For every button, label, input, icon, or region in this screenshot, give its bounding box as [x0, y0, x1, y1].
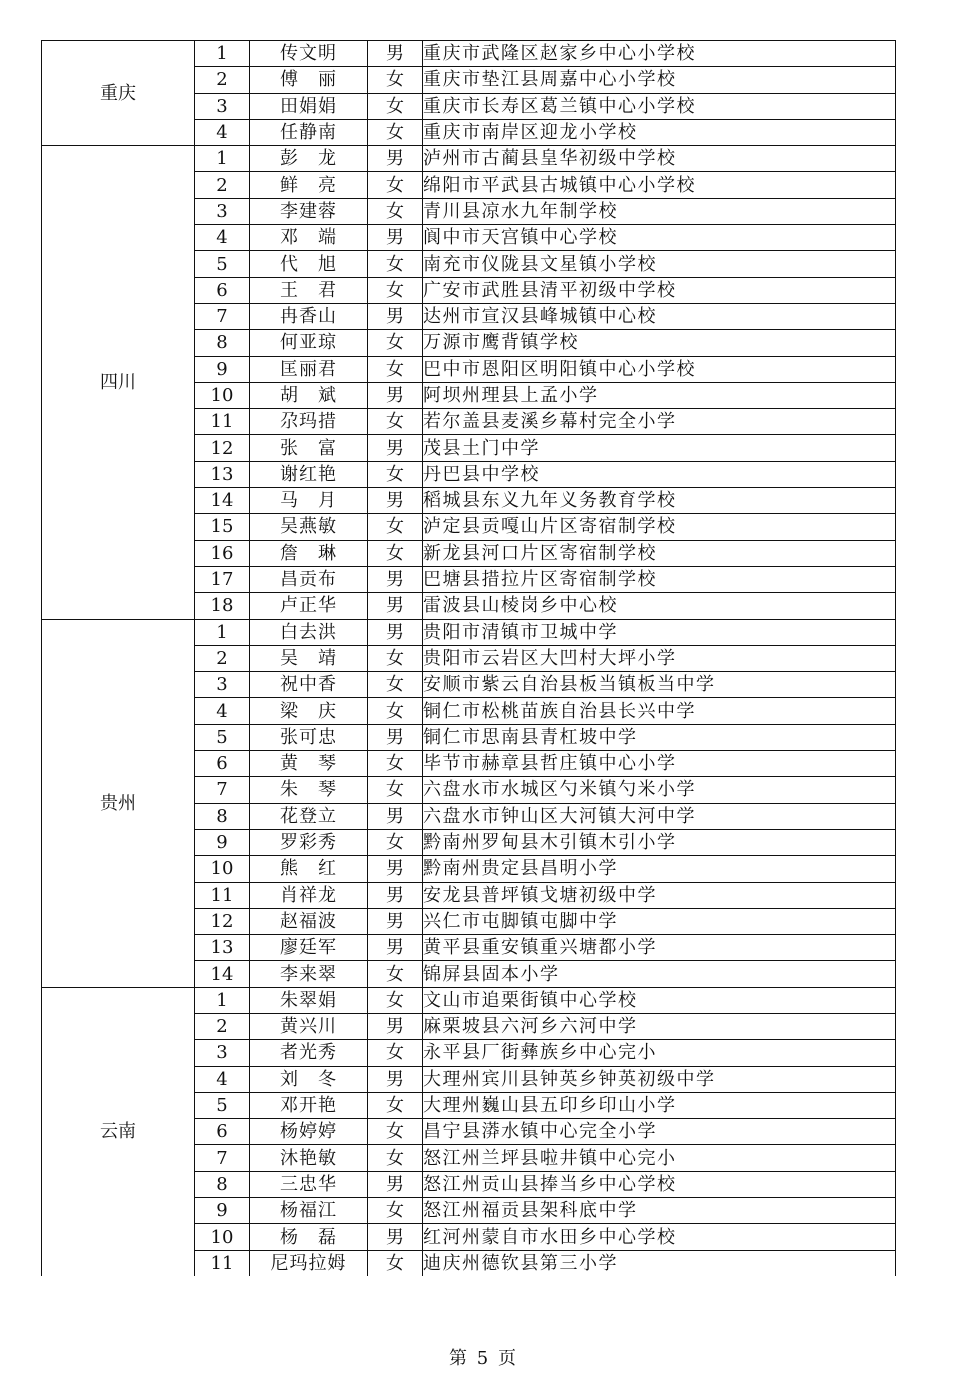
table-row: [42, 41, 896, 67]
school-cell: 安龙县普坪镇戈塘初级中学: [423, 882, 896, 908]
gender-cell: 女: [368, 251, 423, 277]
gender-cell: 男: [368, 435, 423, 461]
name-cell: 张可忠: [250, 724, 368, 750]
gender-cell: 男: [368, 1066, 423, 1092]
row-number-cell: 2: [195, 645, 250, 671]
gender-cell: 女: [368, 777, 423, 803]
row-number-cell: 5: [195, 1092, 250, 1118]
gender-cell: 男: [368, 1013, 423, 1039]
row-number-cell: 14: [195, 488, 250, 514]
name-cell: 谢红艳: [250, 461, 368, 487]
gender-cell: 男: [368, 935, 423, 961]
teacher-roster-table: [41, 40, 896, 1276]
school-cell: 锦屏县固本小学: [423, 961, 896, 987]
row-number-cell: 2: [195, 172, 250, 198]
gender-cell: 男: [368, 303, 423, 329]
school-cell: 永平县厂街彝族乡中心完小: [423, 1040, 896, 1066]
school-cell: 贵阳市清镇市卫城中学: [423, 619, 896, 645]
name-cell: 张 富: [250, 435, 368, 461]
row-number-cell: 4: [195, 1066, 250, 1092]
name-cell: 马 月: [250, 488, 368, 514]
row-number-cell: 4: [195, 119, 250, 145]
gender-cell: 女: [368, 751, 423, 777]
row-number-cell: 3: [195, 93, 250, 119]
gender-cell: 女: [368, 961, 423, 987]
row-number-cell: 10: [195, 382, 250, 408]
row-number-cell: 6: [195, 277, 250, 303]
school-cell: 黔南州贵定县昌明小学: [423, 856, 896, 882]
row-number-cell: 1: [195, 619, 250, 645]
gender-cell: 男: [368, 1224, 423, 1250]
school-cell: 重庆市南岸区迎龙小学校: [423, 119, 896, 145]
name-cell: 何亚琼: [250, 330, 368, 356]
table-row: [42, 619, 896, 645]
gender-cell: 男: [368, 908, 423, 934]
row-number-cell: 9: [195, 829, 250, 855]
school-cell: 若尔盖县麦溪乡幕村完全小学: [423, 409, 896, 435]
name-cell: 昌贡布: [250, 566, 368, 592]
gender-cell: 男: [368, 724, 423, 750]
school-cell: 新龙县河口片区寄宿制学校: [423, 540, 896, 566]
name-cell: 杨 磊: [250, 1224, 368, 1250]
row-number-cell: 15: [195, 514, 250, 540]
row-number-cell: 5: [195, 724, 250, 750]
gender-cell: 男: [368, 803, 423, 829]
gender-cell: 女: [368, 198, 423, 224]
school-cell: 万源市鹰背镇学校: [423, 330, 896, 356]
row-number-cell: 1: [195, 146, 250, 172]
school-cell: 黔南州罗甸县木引镇木引小学: [423, 829, 896, 855]
gender-cell: 男: [368, 593, 423, 619]
name-cell: 梁 庆: [250, 698, 368, 724]
gender-cell: 女: [368, 1040, 423, 1066]
row-number-cell: 2: [195, 1013, 250, 1039]
school-cell: 泸州市古蔺县皇华初级中学校: [423, 146, 896, 172]
name-cell: 传文明: [250, 41, 368, 67]
gender-cell: 女: [368, 1092, 423, 1118]
school-cell: 青川县凉水九年制学校: [423, 198, 896, 224]
school-cell: 稻城县东义九年义务教育学校: [423, 488, 896, 514]
school-cell: 巴塘县措拉片区寄宿制学校: [423, 566, 896, 592]
name-cell: 朱翠娟: [250, 987, 368, 1013]
gender-cell: 女: [368, 330, 423, 356]
row-number-cell: 12: [195, 435, 250, 461]
name-cell: 邓 端: [250, 225, 368, 251]
gender-cell: 女: [368, 829, 423, 855]
gender-cell: 女: [368, 1145, 423, 1171]
school-cell: 铜仁市思南县青杠坡中学: [423, 724, 896, 750]
gender-cell: 女: [368, 987, 423, 1013]
name-cell: 黄 琴: [250, 751, 368, 777]
gender-cell: 女: [368, 645, 423, 671]
school-cell: 怒江州福贡县架科底中学: [423, 1198, 896, 1224]
name-cell: 肖祥龙: [250, 882, 368, 908]
gender-cell: 女: [368, 93, 423, 119]
school-cell: 文山市追栗街镇中心学校: [423, 987, 896, 1013]
row-number-cell: 5: [195, 251, 250, 277]
row-number-cell: 1: [195, 987, 250, 1013]
gender-cell: 女: [368, 409, 423, 435]
name-cell: 邓开艳: [250, 1092, 368, 1118]
row-number-cell: 7: [195, 303, 250, 329]
gender-cell: 女: [368, 540, 423, 566]
gender-cell: 女: [368, 172, 423, 198]
school-cell: 重庆市长寿区葛兰镇中心小学校: [423, 93, 896, 119]
school-cell: 茂县土门中学: [423, 435, 896, 461]
school-cell: 迪庆州德钦县第三小学: [423, 1250, 896, 1276]
name-cell: 朱 琴: [250, 777, 368, 803]
gender-cell: 女: [368, 698, 423, 724]
school-cell: 泸定县贡嘎山片区寄宿制学校: [423, 514, 896, 540]
school-cell: 达州市宣汉县峰城镇中心校: [423, 303, 896, 329]
school-cell: 黄平县重安镇重兴塘都小学: [423, 935, 896, 961]
row-number-cell: 11: [195, 1250, 250, 1276]
name-cell: 田娟娟: [250, 93, 368, 119]
name-cell: 彭 龙: [250, 146, 368, 172]
province-cell: 四川: [42, 146, 195, 619]
row-number-cell: 16: [195, 540, 250, 566]
name-cell: 王 君: [250, 277, 368, 303]
name-cell: 廖廷军: [250, 935, 368, 961]
name-cell: 尼玛拉姆: [250, 1250, 368, 1276]
row-number-cell: 13: [195, 461, 250, 487]
name-cell: 杨福江: [250, 1198, 368, 1224]
name-cell: 匡丽君: [250, 356, 368, 382]
name-cell: 任静南: [250, 119, 368, 145]
province-cell: 贵州: [42, 619, 195, 987]
row-number-cell: 3: [195, 672, 250, 698]
school-cell: 怒江州兰坪县啦井镇中心完小: [423, 1145, 896, 1171]
gender-cell: 男: [368, 1171, 423, 1197]
gender-cell: 男: [368, 41, 423, 67]
school-cell: 绵阳市平武县古城镇中心小学校: [423, 172, 896, 198]
row-number-cell: 12: [195, 908, 250, 934]
school-cell: 大理州宾川县钟英乡钟英初级中学: [423, 1066, 896, 1092]
gender-cell: 男: [368, 488, 423, 514]
gender-cell: 女: [368, 356, 423, 382]
gender-cell: 男: [368, 619, 423, 645]
school-cell: 安顺市紫云自治县板当镇板当中学: [423, 672, 896, 698]
school-cell: 昌宁县漭水镇中心完全小学: [423, 1119, 896, 1145]
row-number-cell: 8: [195, 803, 250, 829]
row-number-cell: 1: [195, 41, 250, 67]
row-number-cell: 2: [195, 67, 250, 93]
gender-cell: 女: [368, 1119, 423, 1145]
school-cell: 重庆市武隆区赵家乡中心小学校: [423, 41, 896, 67]
school-cell: 阿坝州理县上孟小学: [423, 382, 896, 408]
name-cell: 花登立: [250, 803, 368, 829]
table-row: [42, 987, 896, 1013]
school-cell: 重庆市垫江县周嘉中心小学校: [423, 67, 896, 93]
gender-cell: 女: [368, 461, 423, 487]
gender-cell: 女: [368, 1250, 423, 1276]
name-cell: 刘 冬: [250, 1066, 368, 1092]
school-cell: 雷波县山棱岗乡中心校: [423, 593, 896, 619]
gender-cell: 女: [368, 119, 423, 145]
school-cell: 六盘水市钟山区大河镇大河中学: [423, 803, 896, 829]
row-number-cell: 18: [195, 593, 250, 619]
row-number-cell: 11: [195, 409, 250, 435]
gender-cell: 男: [368, 382, 423, 408]
row-number-cell: 9: [195, 1198, 250, 1224]
table-row: [42, 146, 896, 172]
gender-cell: 男: [368, 566, 423, 592]
school-cell: 贵阳市云岩区大凹村大坪小学: [423, 645, 896, 671]
name-cell: 者光秀: [250, 1040, 368, 1066]
gender-cell: 女: [368, 67, 423, 93]
name-cell: 吴 靖: [250, 645, 368, 671]
gender-cell: 男: [368, 882, 423, 908]
row-number-cell: 14: [195, 961, 250, 987]
row-number-cell: 6: [195, 751, 250, 777]
school-cell: 怒江州贡山县捧当乡中心学校: [423, 1171, 896, 1197]
name-cell: 赵福波: [250, 908, 368, 934]
name-cell: 冉香山: [250, 303, 368, 329]
school-cell: 毕节市赫章县哲庄镇中心小学: [423, 751, 896, 777]
row-number-cell: 3: [195, 198, 250, 224]
gender-cell: 男: [368, 856, 423, 882]
name-cell: 吴燕敏: [250, 514, 368, 540]
row-number-cell: 9: [195, 356, 250, 382]
name-cell: 尕玛措: [250, 409, 368, 435]
row-number-cell: 10: [195, 856, 250, 882]
row-number-cell: 4: [195, 698, 250, 724]
gender-cell: 男: [368, 146, 423, 172]
gender-cell: 女: [368, 1198, 423, 1224]
school-cell: 南充市仪陇县文星镇小学校: [423, 251, 896, 277]
name-cell: 熊 红: [250, 856, 368, 882]
school-cell: 大理州巍山县五印乡印山小学: [423, 1092, 896, 1118]
school-cell: 阆中市天宫镇中心学校: [423, 225, 896, 251]
roster-body: [42, 41, 896, 1276]
row-number-cell: 7: [195, 1145, 250, 1171]
school-cell: 铜仁市松桃苗族自治县长兴中学: [423, 698, 896, 724]
name-cell: 李建蓉: [250, 198, 368, 224]
row-number-cell: 4: [195, 225, 250, 251]
page-number: 第 5 页: [449, 1348, 518, 1369]
row-number-cell: 10: [195, 1224, 250, 1250]
school-cell: 巴中市恩阳区明阳镇中心小学校: [423, 356, 896, 382]
province-cell: 重庆: [42, 41, 195, 146]
name-cell: 沐艳敏: [250, 1145, 368, 1171]
name-cell: 三忠华: [250, 1171, 368, 1197]
gender-cell: 女: [368, 672, 423, 698]
row-number-cell: 3: [195, 1040, 250, 1066]
name-cell: 傅 丽: [250, 67, 368, 93]
name-cell: 卢正华: [250, 593, 368, 619]
name-cell: 祝中香: [250, 672, 368, 698]
school-cell: 兴仁市屯脚镇屯脚中学: [423, 908, 896, 934]
school-cell: 广安市武胜县清平初级中学校: [423, 277, 896, 303]
row-number-cell: 11: [195, 882, 250, 908]
gender-cell: 男: [368, 225, 423, 251]
name-cell: 代 旭: [250, 251, 368, 277]
row-number-cell: 17: [195, 566, 250, 592]
row-number-cell: 8: [195, 1171, 250, 1197]
name-cell: 白去洪: [250, 619, 368, 645]
name-cell: 詹 琳: [250, 540, 368, 566]
row-number-cell: 7: [195, 777, 250, 803]
province-cell: 云南: [42, 987, 195, 1276]
name-cell: 李来翠: [250, 961, 368, 987]
gender-cell: 女: [368, 277, 423, 303]
school-cell: 丹巴县中学校: [423, 461, 896, 487]
name-cell: 黄兴川: [250, 1013, 368, 1039]
name-cell: 杨婷婷: [250, 1119, 368, 1145]
school-cell: 麻栗坡县六河乡六河中学: [423, 1013, 896, 1039]
school-cell: 红河州蒙自市水田乡中心学校: [423, 1224, 896, 1250]
row-number-cell: 6: [195, 1119, 250, 1145]
row-number-cell: 13: [195, 935, 250, 961]
name-cell: 鲜 亮: [250, 172, 368, 198]
school-cell: 六盘水市水城区勺米镇勺米小学: [423, 777, 896, 803]
name-cell: 胡 斌: [250, 382, 368, 408]
row-number-cell: 8: [195, 330, 250, 356]
gender-cell: 女: [368, 514, 423, 540]
name-cell: 罗彩秀: [250, 829, 368, 855]
